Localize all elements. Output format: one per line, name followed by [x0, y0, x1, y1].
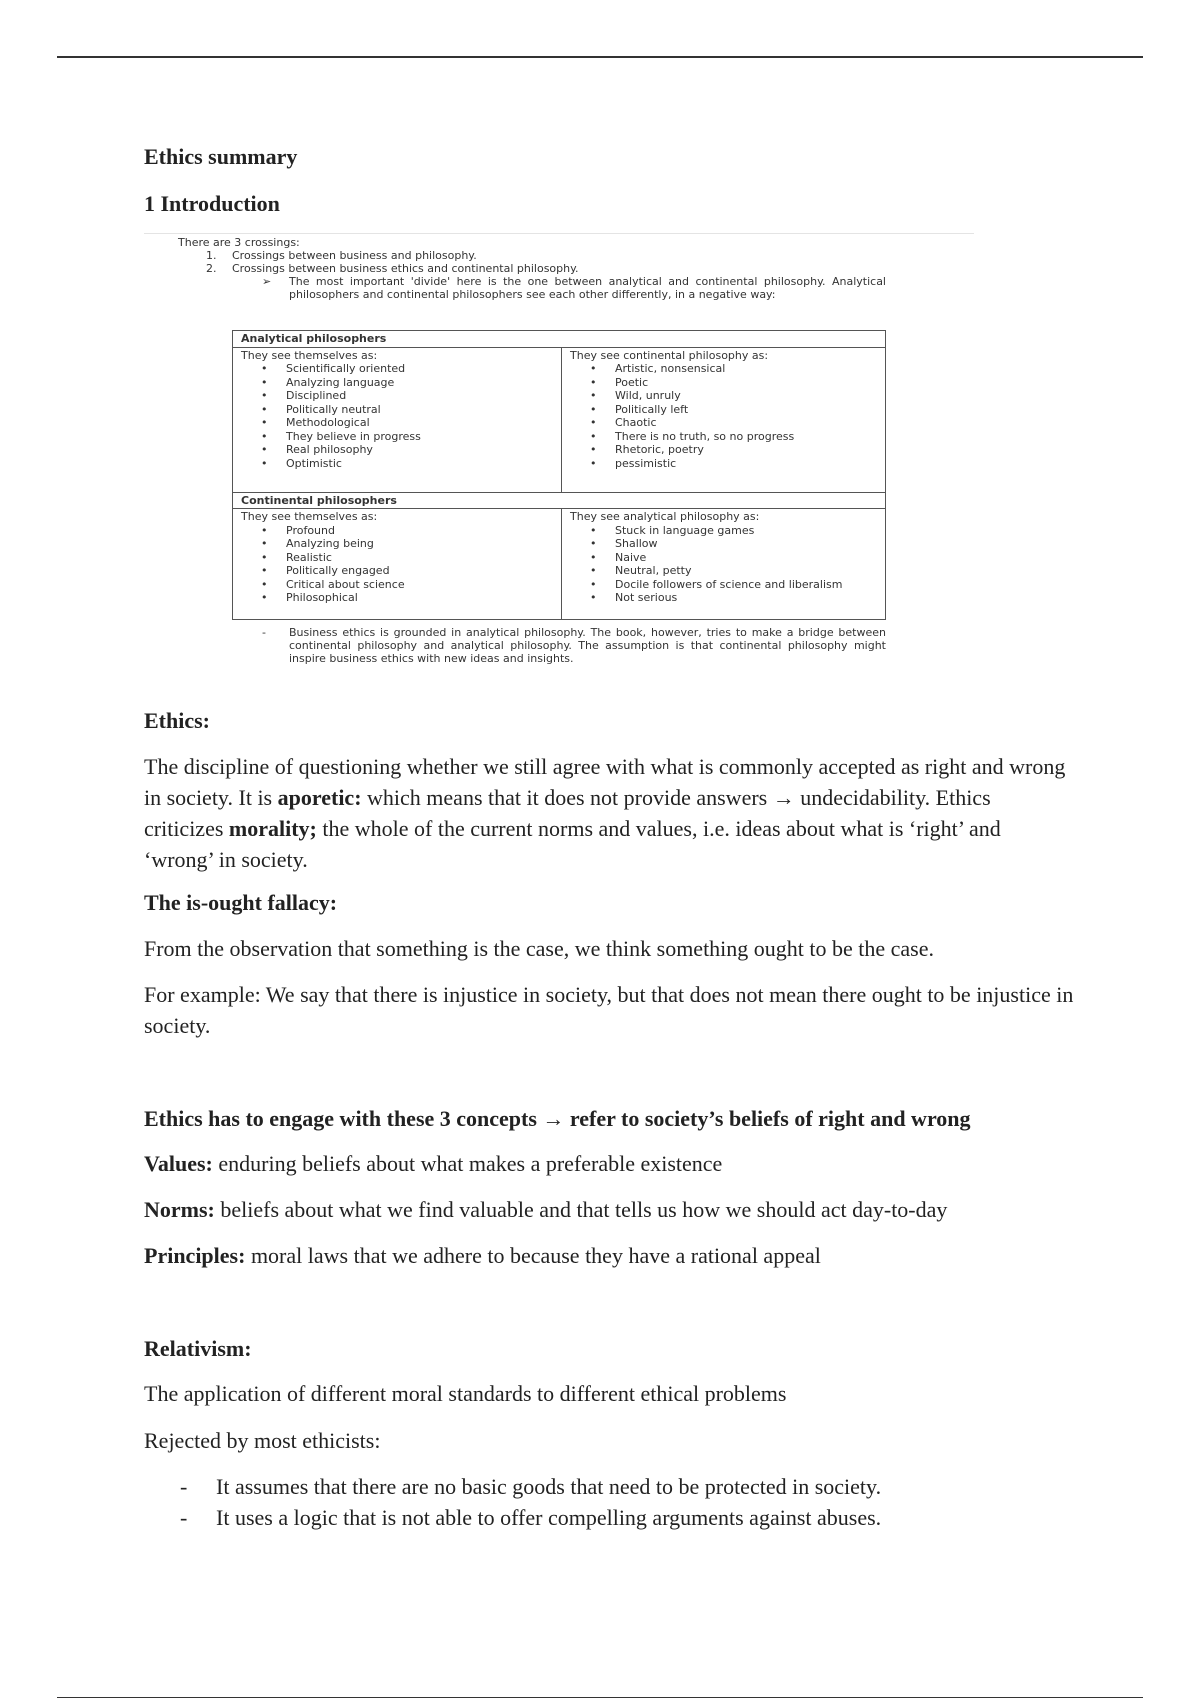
list-item: • Realistic [286, 551, 553, 565]
crossings-intro: There are 3 crossings: [178, 236, 300, 249]
list-item: • They believe in progress [286, 430, 553, 444]
principles-text: moral laws that we adhere to because they have a rational appeal [245, 1243, 821, 1268]
ethics-heading: Ethics: [144, 708, 210, 733]
list-item: • Optimistic [286, 457, 553, 471]
list-item: • Shallow [615, 537, 877, 551]
list-item: • Naive [615, 551, 877, 565]
list-item: • Real philosophy [286, 443, 553, 457]
list-item: • Profound [286, 524, 553, 538]
list-item: • Politically left [615, 403, 877, 417]
philosophers-table [232, 330, 886, 620]
principles-line [144, 1240, 1074, 1271]
analytical-self-cell [233, 347, 562, 492]
list-item: • Analyzing being [286, 537, 553, 551]
norms-label: Norms: [144, 1197, 215, 1222]
list-item: - It uses a logic that is not able to offer compelling arguments against abuses. [144, 1502, 1074, 1533]
ethics-paragraph [144, 751, 1074, 875]
relativism-definition: The application of different moral standards to different ethical problems [144, 1381, 787, 1406]
analytical-self-label: They see themselves as: [241, 348, 378, 362]
bridge-text: Business ethics is grounded in analytical philosophy. The book, however, tries to make a bridge between continental philosophy and analytical philosophy. The assumption is that continental philosophy might inspire business ethics with new ideas and insights. [289, 626, 886, 665]
crossing-1-number: 1. [206, 249, 217, 262]
list-item: • Stuck in language games [615, 524, 877, 538]
analytical-header: Analytical philosophers [233, 331, 886, 348]
list-item: • pessimistic [615, 457, 877, 471]
list-item: • Rhetoric, poetry [615, 443, 877, 457]
relativism-list [144, 1471, 1074, 1533]
list-item: • Wild, unruly [615, 389, 877, 403]
chapter-heading: 1 Introduction [144, 191, 280, 216]
relativism-heading: Relativism: [144, 1336, 252, 1361]
list-item: • Politically engaged [286, 564, 553, 578]
ethics-text-3: the whole of the current norms and values, i.e. ideas about what is ‘right’ and ‘wrong’ in society. [144, 816, 1001, 872]
top-rule [57, 56, 1143, 58]
principles-label: Principles: [144, 1243, 246, 1268]
norms-text: beliefs about what we find valuable and that tells us how we should act day-to-day [214, 1197, 948, 1222]
list-item: • Methodological [286, 416, 553, 430]
embedded-figure [144, 233, 974, 684]
bridge-dash: - [262, 626, 266, 639]
ethics-term-aporetic: aporetic: [277, 785, 362, 810]
continental-self-cell [233, 509, 562, 620]
values-text: enduring beliefs about what makes a preferable existence [212, 1151, 723, 1176]
fallacy-heading: The is-ought fallacy: [144, 890, 338, 915]
continental-other-cell [562, 509, 886, 620]
document-title: Ethics summary [144, 144, 298, 169]
fallacy-paragraph-1: From the observation that something is the case, we think something ought to be the case. [144, 936, 935, 961]
analytical-other-label: They see continental philosophy as: [570, 348, 769, 362]
list-item: • Chaotic [615, 416, 877, 430]
list-item: • Politically neutral [286, 403, 553, 417]
norms-line [144, 1194, 1074, 1225]
ethics-text-1: The discipline of questioning whether we still agree with what is commonly accepted as right and wrong in society. It is [144, 754, 1066, 810]
list-item: • Critical about science [286, 578, 553, 592]
continental-header: Continental philosophers [233, 492, 886, 509]
list-item: • Poetic [615, 376, 877, 390]
list-item: • Disciplined [286, 389, 553, 403]
values-line [144, 1148, 1074, 1179]
bottom-rule [57, 1697, 1143, 1698]
crossing-2-number: 2. [206, 262, 217, 275]
values-label: Values: [144, 1151, 213, 1176]
list-item: - It assumes that there are no basic goods that need to be protected in society. [144, 1471, 1074, 1502]
continental-other-label: They see analytical philosophy as: [570, 510, 760, 523]
ethics-text-2: which means that it does not provide answers → undecidability. Ethics criticizes [144, 785, 991, 841]
list-item: • Neutral, petty [615, 564, 877, 578]
continental-self-label: They see themselves as: [241, 510, 378, 523]
crossing-1-text: Crossings between business and philosophy. [232, 249, 477, 262]
list-item: • Analyzing language [286, 376, 553, 390]
list-item: • Scientifically oriented [286, 362, 553, 376]
list-item: • There is no truth, so no progress [615, 430, 877, 444]
list-item: • Artistic, nonsensical [615, 362, 877, 376]
arrow-bullet-icon: ➢ [262, 275, 272, 288]
analytical-other-cell [562, 347, 886, 492]
divide-text: The most important 'divide' here is the one between analytical and continental philosophy. Analytical philosophers and continental philosophers see each other differently, in a negative way: [289, 275, 886, 301]
fallacy-paragraph-2: For example: We say that there is injustice in society, but that does not mean there ought to be injustice in society. [144, 982, 1074, 1038]
list-item: • Docile followers of science and liberalism [615, 578, 877, 592]
crossing-2-text: Crossings between business ethics and continental philosophy. [232, 262, 579, 275]
list-item: • Philosophical [286, 591, 553, 605]
relativism-rejected: Rejected by most ethicists: [144, 1428, 381, 1453]
list-item: • Not serious [615, 591, 877, 605]
ethics-term-morality: morality; [228, 816, 317, 841]
concepts-heading: Ethics has to engage with these 3 concepts → refer to society’s beliefs of right and wrong [144, 1106, 971, 1131]
